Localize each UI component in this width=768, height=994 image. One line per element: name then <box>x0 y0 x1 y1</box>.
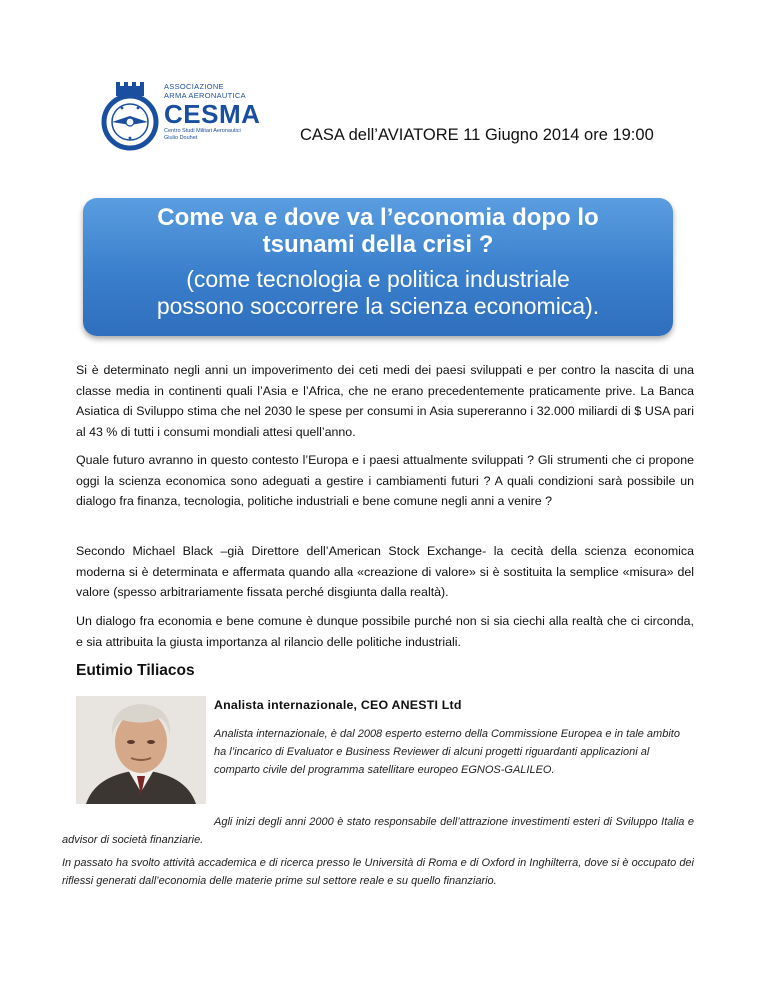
banner-subtitle-line1: (come tecnologia e politica industriale <box>186 266 570 292</box>
speaker-role: Analista internazionale, CEO ANESTI Ltd <box>214 698 462 712</box>
speaker-bio-2: Agli inizi degli anni 2000 è stato responsabile dell’attrazione investimenti esteri di Sviluppo Italia e advisor di società finanziarie. <box>62 816 694 846</box>
banner-subtitle-line2: possono soccorrere la scienza economica). <box>156 293 600 319</box>
paragraph-2: Quale futuro avranno in questo contesto l’Europa e i paesi attualmente sviluppati ? Gli strumenti che ci propone oggi la scienza economica sono adeguati a gestire i cambiamenti futuri ? A quali condizioni sarà possibile un dialogo fra finanza, tecnologia, politiche industriali e bene comune negli anni a venire ? <box>76 453 694 508</box>
speaker-photo <box>76 696 206 804</box>
event-date-location: CASA dell’AVIATORE 11 Giugno 2014 ore 19:00 <box>300 126 654 144</box>
paragraph-1: Si è determinato negli anni un impoverimento dei ceti medi dei paesi sviluppati e per contro la nascita di una classe media in continenti quali l’Asia e l’Africa, che ne erano precedentemente praticamente prive. La Banca Asiatica di Sviluppo stima che nel 2030 le spese per consumi in Asia supereranno i 32.000 miliardi di $ USA pari al 43 % di tutti i consumi mondiali attesi quell’anno. <box>76 363 694 439</box>
emblem-icon <box>100 78 162 154</box>
logo-subtitle-line2: Giulio Douhet <box>164 135 198 141</box>
cesma-logo <box>100 78 280 154</box>
banner-title <box>83 204 673 258</box>
banner-title-line2: tsunami della crisi ? <box>262 231 494 258</box>
logo-association-line1: ASSOCIAZIONE <box>164 82 224 91</box>
speaker-bio-1: Analista internazionale, è dal 2008 esperto esterno della Commissione Europea e in tale ambito ha l’incarico di Evaluator e Business Reviewer di alcuni progetti riguardanti applicazioni al comparto civile del programma satellitare europeo EGNOS-GALILEO. <box>214 728 680 776</box>
speaker-bio-3: In passato ha svolto attività accademica e di ricerca presso le Università di Roma e di Oxford in Inghilterra, dove si è occupato dei riflessi generati dall’economia delle materie prime sul settore reale e su quello finanziario. <box>62 857 694 887</box>
banner-title-line1: Come va e dove va l’economia dopo lo <box>157 204 599 231</box>
title-banner <box>83 198 673 336</box>
logo-name: CESMA <box>164 99 261 129</box>
logo-association-line2: ARMA AERONAUTICA <box>164 91 246 100</box>
logo-text <box>164 82 260 142</box>
paragraph-3: Secondo Michael Black –già Direttore dell’American Stock Exchange- la cecità della scienza economica moderna si è determinata e affermata quando alla «creazione di valore» si è sostituita la semplice «misura» del valore (spesso arbitrariamente fissata perché disgiunta dalla realtà). <box>76 544 694 599</box>
banner-subtitle <box>83 266 673 320</box>
paragraph-4: Un dialogo fra economia e bene comune è dunque possibile purché non si sia ciechi alla realtà che ci circonda, e sia attribuita la giusta importanza al rilancio delle politiche industriali. <box>76 614 694 649</box>
logo-subtitle-line1: Centro Studi Militari Aeronautici <box>164 128 241 134</box>
speaker-name: Eutimio Tiliacos <box>76 662 195 679</box>
